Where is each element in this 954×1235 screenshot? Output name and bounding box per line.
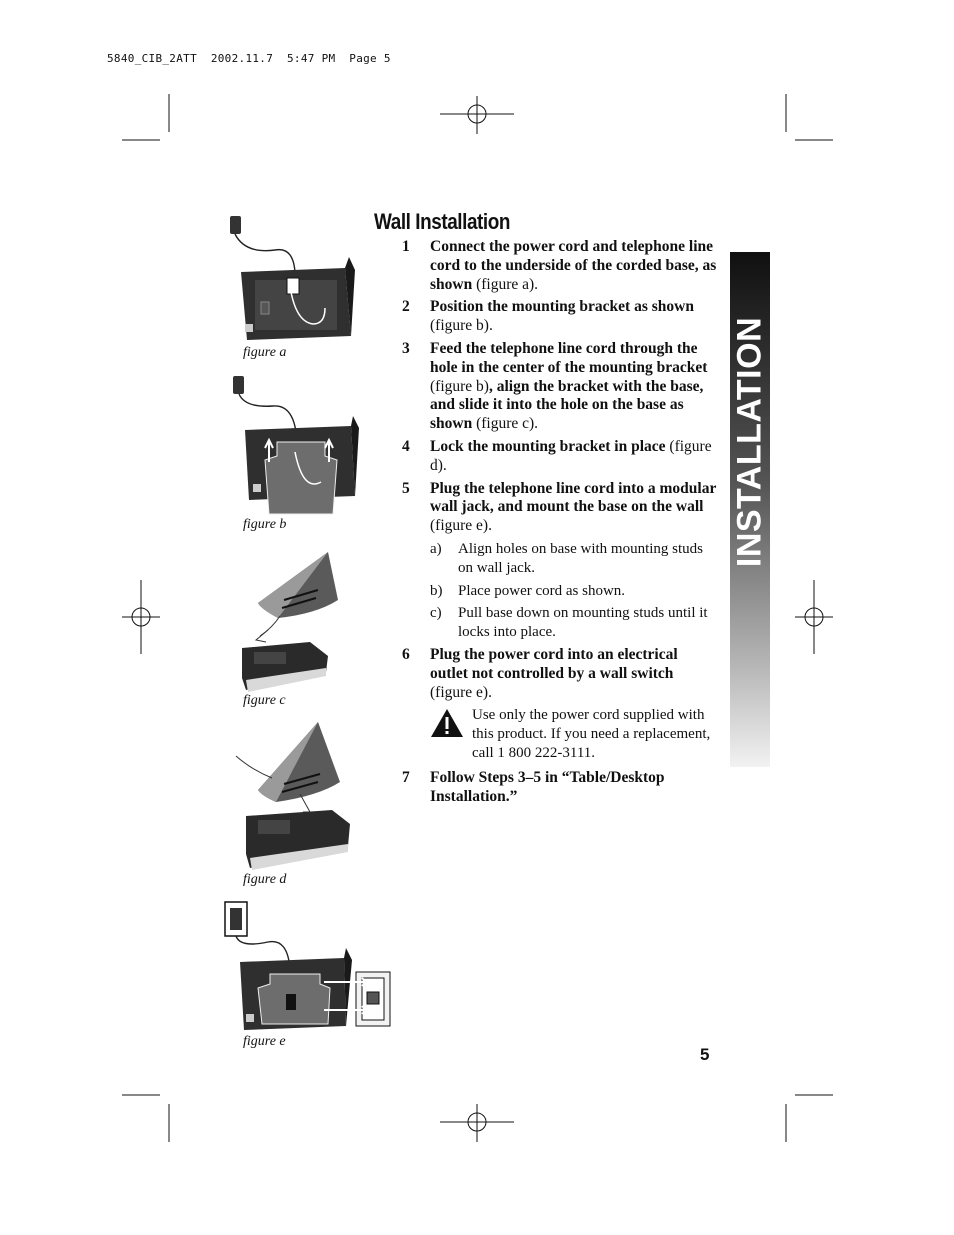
figure-a-caption: figure a	[243, 345, 287, 360]
step-number: 3	[402, 339, 410, 357]
step-5	[402, 480, 717, 536]
substep-text: Pull base down on mounting studs until it locks into place.	[458, 605, 708, 641]
section-tab-label: INSTALLATION	[730, 316, 769, 568]
warning-note	[430, 706, 717, 762]
figure-b-illustration	[225, 372, 365, 520]
step-number: 4	[402, 437, 410, 455]
step-text: Lock the mounting bracket in place	[430, 437, 666, 455]
warning-icon	[430, 706, 472, 762]
figure-reference: (figure d).	[430, 437, 712, 474]
printer-slug: 5840_CIB_2ATT 2002.11.7 5:47 PM Page 5	[107, 52, 391, 65]
substep-c	[430, 604, 717, 642]
substep-letter: c)	[430, 605, 442, 622]
step-number: 5	[402, 479, 410, 497]
figure-d-illustration	[232, 720, 352, 870]
step-number: 6	[402, 645, 410, 663]
substep-b	[430, 582, 717, 601]
figure-c-caption: figure c	[243, 693, 286, 708]
substep-text: Align holes on base with mounting studs on wall jack.	[458, 540, 703, 576]
figure-reference: (figure b).	[430, 317, 493, 335]
figure-c-illustration	[238, 548, 338, 693]
step-text: Position the mounting bracket as shown	[430, 298, 694, 316]
step-text-continued: , align the bracket with the base, and slide it into the hole on the base as shown	[430, 377, 704, 433]
step-number: 1	[402, 238, 410, 255]
section-tab	[730, 252, 770, 767]
figure-reference: (figure e).	[430, 683, 492, 701]
registration-mark-right	[795, 580, 833, 654]
step-text: Connect the power cord and telephone line cord to the underside of the corded base, as shown	[430, 238, 717, 293]
figure-e-illustration	[224, 900, 394, 1032]
warning-text: Use only the power cord supplied with this product. If you need a replacement, call 1 800 222-3111.	[472, 707, 711, 761]
page-number: 5	[700, 1045, 710, 1064]
figure-reference: (figure b)	[430, 377, 489, 395]
substep-letter: b)	[430, 582, 443, 599]
step-2	[402, 298, 717, 336]
registration-mark-bottom	[440, 1104, 514, 1142]
figure-a-illustration	[225, 212, 365, 347]
figure-reference: (figure e).	[430, 517, 492, 535]
step-text: Feed the telephone line cord through the hole in the center of the mounting bracket	[430, 339, 708, 376]
step-7	[402, 769, 717, 807]
registration-mark-top	[440, 96, 514, 134]
step-1	[402, 238, 717, 294]
substep-letter: a)	[430, 540, 442, 557]
figure-e-caption: figure e	[243, 1034, 286, 1049]
figure-reference: (figure c).	[476, 415, 539, 433]
figure-b-caption: figure b	[243, 517, 287, 532]
step-text: Follow Steps 3–5 in “Table/Desktop Installation.”	[430, 768, 665, 805]
step-text: Plug the telephone line cord into a modular wall jack, and mount the base on the wall	[430, 479, 717, 516]
step-3	[402, 340, 717, 434]
figure-d-caption: figure d	[243, 872, 287, 887]
instruction-list	[402, 238, 717, 810]
section-heading: Wall Installation	[374, 209, 511, 234]
step-number: 7	[402, 768, 410, 786]
figure-reference: (figure a).	[476, 275, 539, 293]
step-6	[402, 646, 717, 702]
substep-text: Place power cord as shown.	[458, 582, 626, 599]
substep-a	[430, 540, 717, 578]
registration-mark-left	[122, 580, 160, 654]
step-text: Plug the power cord into an electrical outlet not controlled by a wall switch	[430, 645, 678, 682]
step-number: 2	[402, 298, 410, 316]
step-4	[402, 438, 717, 476]
